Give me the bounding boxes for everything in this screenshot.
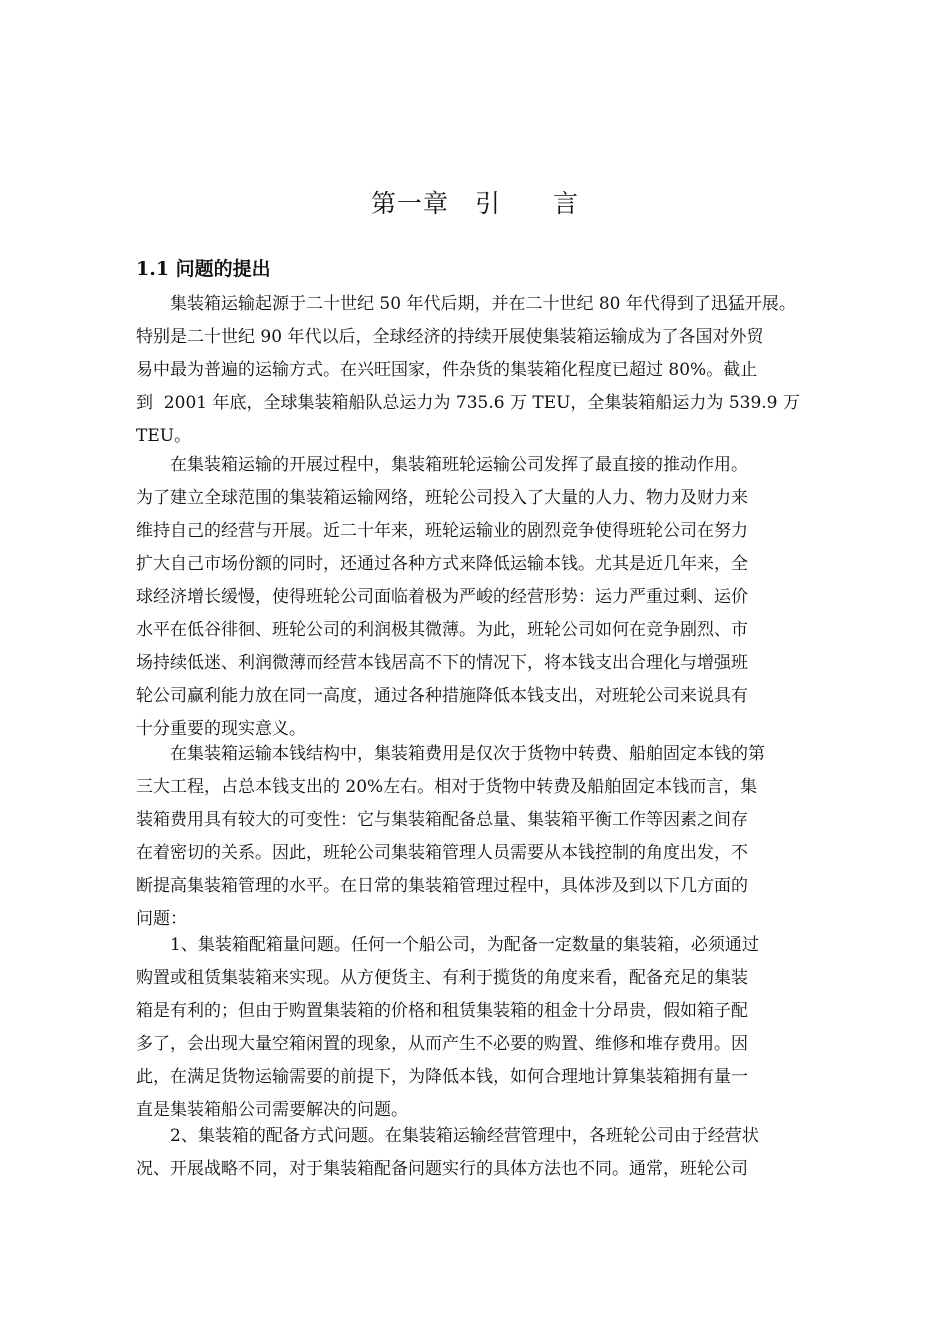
text-line: 扩大自己市场份额的同时，还通过各种方式来降低运输本钱。尤其是近几年来，全 bbox=[136, 554, 748, 574]
text-line: 易中最为普遍的运输方式。在兴旺国家，件杂货的集装箱化程度已超过 80%。截止 bbox=[136, 360, 758, 380]
text-line: TEU。 bbox=[136, 426, 192, 446]
text-line: 装箱费用具有较大的可变性：它与集装箱配备总量、集装箱平衡工作等因素之间存 bbox=[136, 810, 748, 830]
paragraph-1 bbox=[136, 288, 856, 453]
text-line: 2、集装箱的配备方式问题。在集装箱运输经营管理中，各班轮公司由于经营状 bbox=[136, 1126, 759, 1146]
text-line: 1、集装箱配箱量问题。任何一个船公司，为配备一定数量的集装箱，必须通过 bbox=[136, 935, 759, 955]
text-line: 在集装箱运输本钱结构中，集装箱费用是仅次于货物中转费、船舶固定本钱的第 bbox=[136, 744, 765, 764]
text-line: 购置或租赁集装箱来实现。从方便货主、有利于揽货的角度来看，配备充足的集装 bbox=[136, 968, 748, 988]
text-line: 问题： bbox=[136, 909, 187, 929]
paragraph-4 bbox=[136, 929, 856, 1127]
text-line: 水平在低谷徘徊、班轮公司的利润极其微薄。为此，班轮公司如何在竞争剧烈、市 bbox=[136, 620, 748, 640]
section-heading: 1.1 问题的提出 bbox=[136, 258, 271, 280]
text-line: 集装箱运输起源于二十世纪 50 年代后期，并在二十世纪 80 年代得到了迅猛开展。 bbox=[136, 294, 796, 314]
paragraph-2 bbox=[136, 449, 856, 746]
text-line: 场持续低迷、利润微薄而经营本钱居高不下的情况下，将本钱支出合理化与增强班 bbox=[136, 653, 748, 673]
text-line: 在集装箱运输的开展过程中，集装箱班轮运输公司发挥了最直接的推动作用。 bbox=[136, 455, 748, 475]
text-line: 到 2001 年底，全球集装箱船队总运力为 735.6 万 TEU，全集装箱船运力为 539.9 万 bbox=[136, 393, 800, 413]
text-line: 球经济增长缓慢，使得班轮公司面临着极为严峻的经营形势：运力严重过剩、运价 bbox=[136, 587, 748, 607]
text-line: 断提高集装箱管理的水平。在日常的集装箱管理过程中，具体涉及到以下几方面的 bbox=[136, 876, 748, 896]
paragraph-5 bbox=[136, 1120, 856, 1186]
text-line: 维持自己的经营与开展。近二十年来，班轮运输业的剧烈竞争使得班轮公司在努力 bbox=[136, 521, 748, 541]
text-line: 特别是二十世纪 90 年代以后，全球经济的持续开展使集装箱运输成为了各国对外贸 bbox=[136, 327, 764, 347]
text-line: 在着密切的关系。因此，班轮公司集装箱管理人员需要从本钱控制的角度出发，不 bbox=[136, 843, 748, 863]
text-line: 三大工程，占总本钱支出的 20%左右。相对于货物中转费及船舶固定本钱而言，集 bbox=[136, 777, 758, 797]
text-line: 况、开展战略不同，对于集装箱配备问题实行的具体方法也不同。通常，班轮公司 bbox=[136, 1159, 748, 1179]
text-line: 多了，会出现大量空箱闲置的现象，从而产生不必要的购置、维修和堆存费用。因 bbox=[136, 1034, 748, 1054]
text-line: 箱是有利的；但由于购置集装箱的价格和租赁集装箱的租金十分昂贵，假如箱子配 bbox=[136, 1001, 748, 1021]
text-line: 为了建立全球范围的集装箱运输网络，班轮公司投入了大量的人力、物力及财力来 bbox=[136, 488, 748, 508]
text-line: 此，在满足货物运输需要的前提下，为降低本钱，如何合理地计算集装箱拥有量一 bbox=[136, 1067, 748, 1087]
text-line: 直是集装箱船公司需要解决的问题。 bbox=[136, 1100, 408, 1120]
text-line: 十分重要的现实意义。 bbox=[136, 719, 306, 739]
paragraph-3 bbox=[136, 738, 856, 936]
text-line: 轮公司赢利能力放在同一高度，通过各种措施降低本钱支出，对班轮公司来说具有 bbox=[136, 686, 748, 706]
chapter-title: 第一章 引 言 bbox=[370, 189, 579, 218]
